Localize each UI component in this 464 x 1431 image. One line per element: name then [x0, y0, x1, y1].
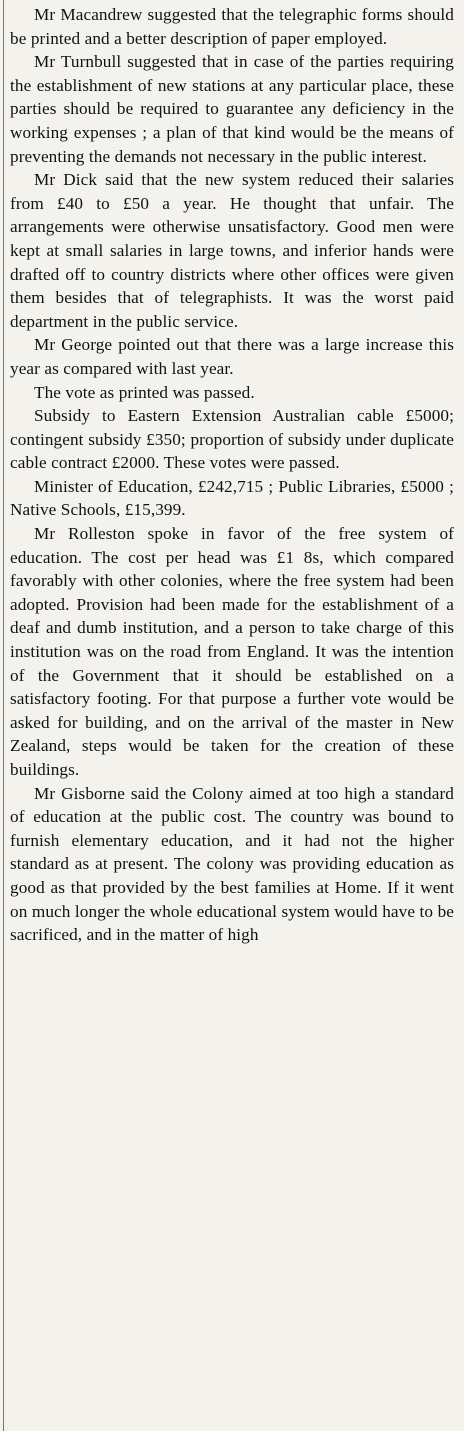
paragraph-turnbull: Mr Turnbull suggested that in case of the parties requiring the establishment of new stations at any particular place, these parties should be required to guarantee any deficiency in the working expenses ; a plan of that kind would be the means of preventing the demands not necessary in the public interest. — [10, 52, 454, 166]
paragraph-education-vote: Minister of Education, £242,715 ; Public Libraries, £5000 ; Native Schools, £15,399. — [10, 476, 454, 520]
paragraph-cable-subsidy: Subsidy to Eastern Extension Australian cable £5000; contingent subsidy £350; proportion of subsidy under duplicate cable contract £2000. These votes were passed. — [10, 406, 454, 473]
paragraph-george: Mr George pointed out that there was a large increase this year as compared with last year. — [10, 335, 454, 378]
paragraph-macandrew: Mr Macandrew suggested that the telegraphic forms should be printed and a better description of paper employed. — [10, 5, 454, 48]
paragraph-vote-passed: The vote as printed was passed. — [34, 382, 255, 402]
column-rule — [3, 0, 4, 1431]
paragraph-gisborne: Mr Gisborne said the Colony aimed at too high a standard of education at the public cost. The country was bound to furnish elementary education, and it had not the higher standard as at present. The colony was providing education as good as that provided by the best families at Home. If it went on much longer the whole educational system would have to be sacrificed, and in the matter of high — [10, 783, 454, 945]
paragraph-rolleston: Mr Rolleston spoke in favor of the free system of education. The cost per head was £1 8s, which compared favorably with other colonies, where the free system had been adopted. Provision had been made for the establishment of a deaf and dumb institution, and a person to take charge of this institution was on the road from England. It was the intention of the Government that it should be established on a satisfactory footing. For that purpose a further vote would be asked for building, and on the arrival of the master in New Zealand, steps would be taken for the creation of these buildings. — [10, 524, 454, 779]
paragraph-dick: Mr Dick said that the new system reduced their salaries from £40 to £50 a year. He thought that unfair. The arrangements were otherwise unsatisfactory. Good men were kept at small salaries in large towns, and inferior hands were drafted off to country districts where other offices were given them besides that of telegraphists. It was the worst paid department in the public service. — [10, 170, 454, 331]
